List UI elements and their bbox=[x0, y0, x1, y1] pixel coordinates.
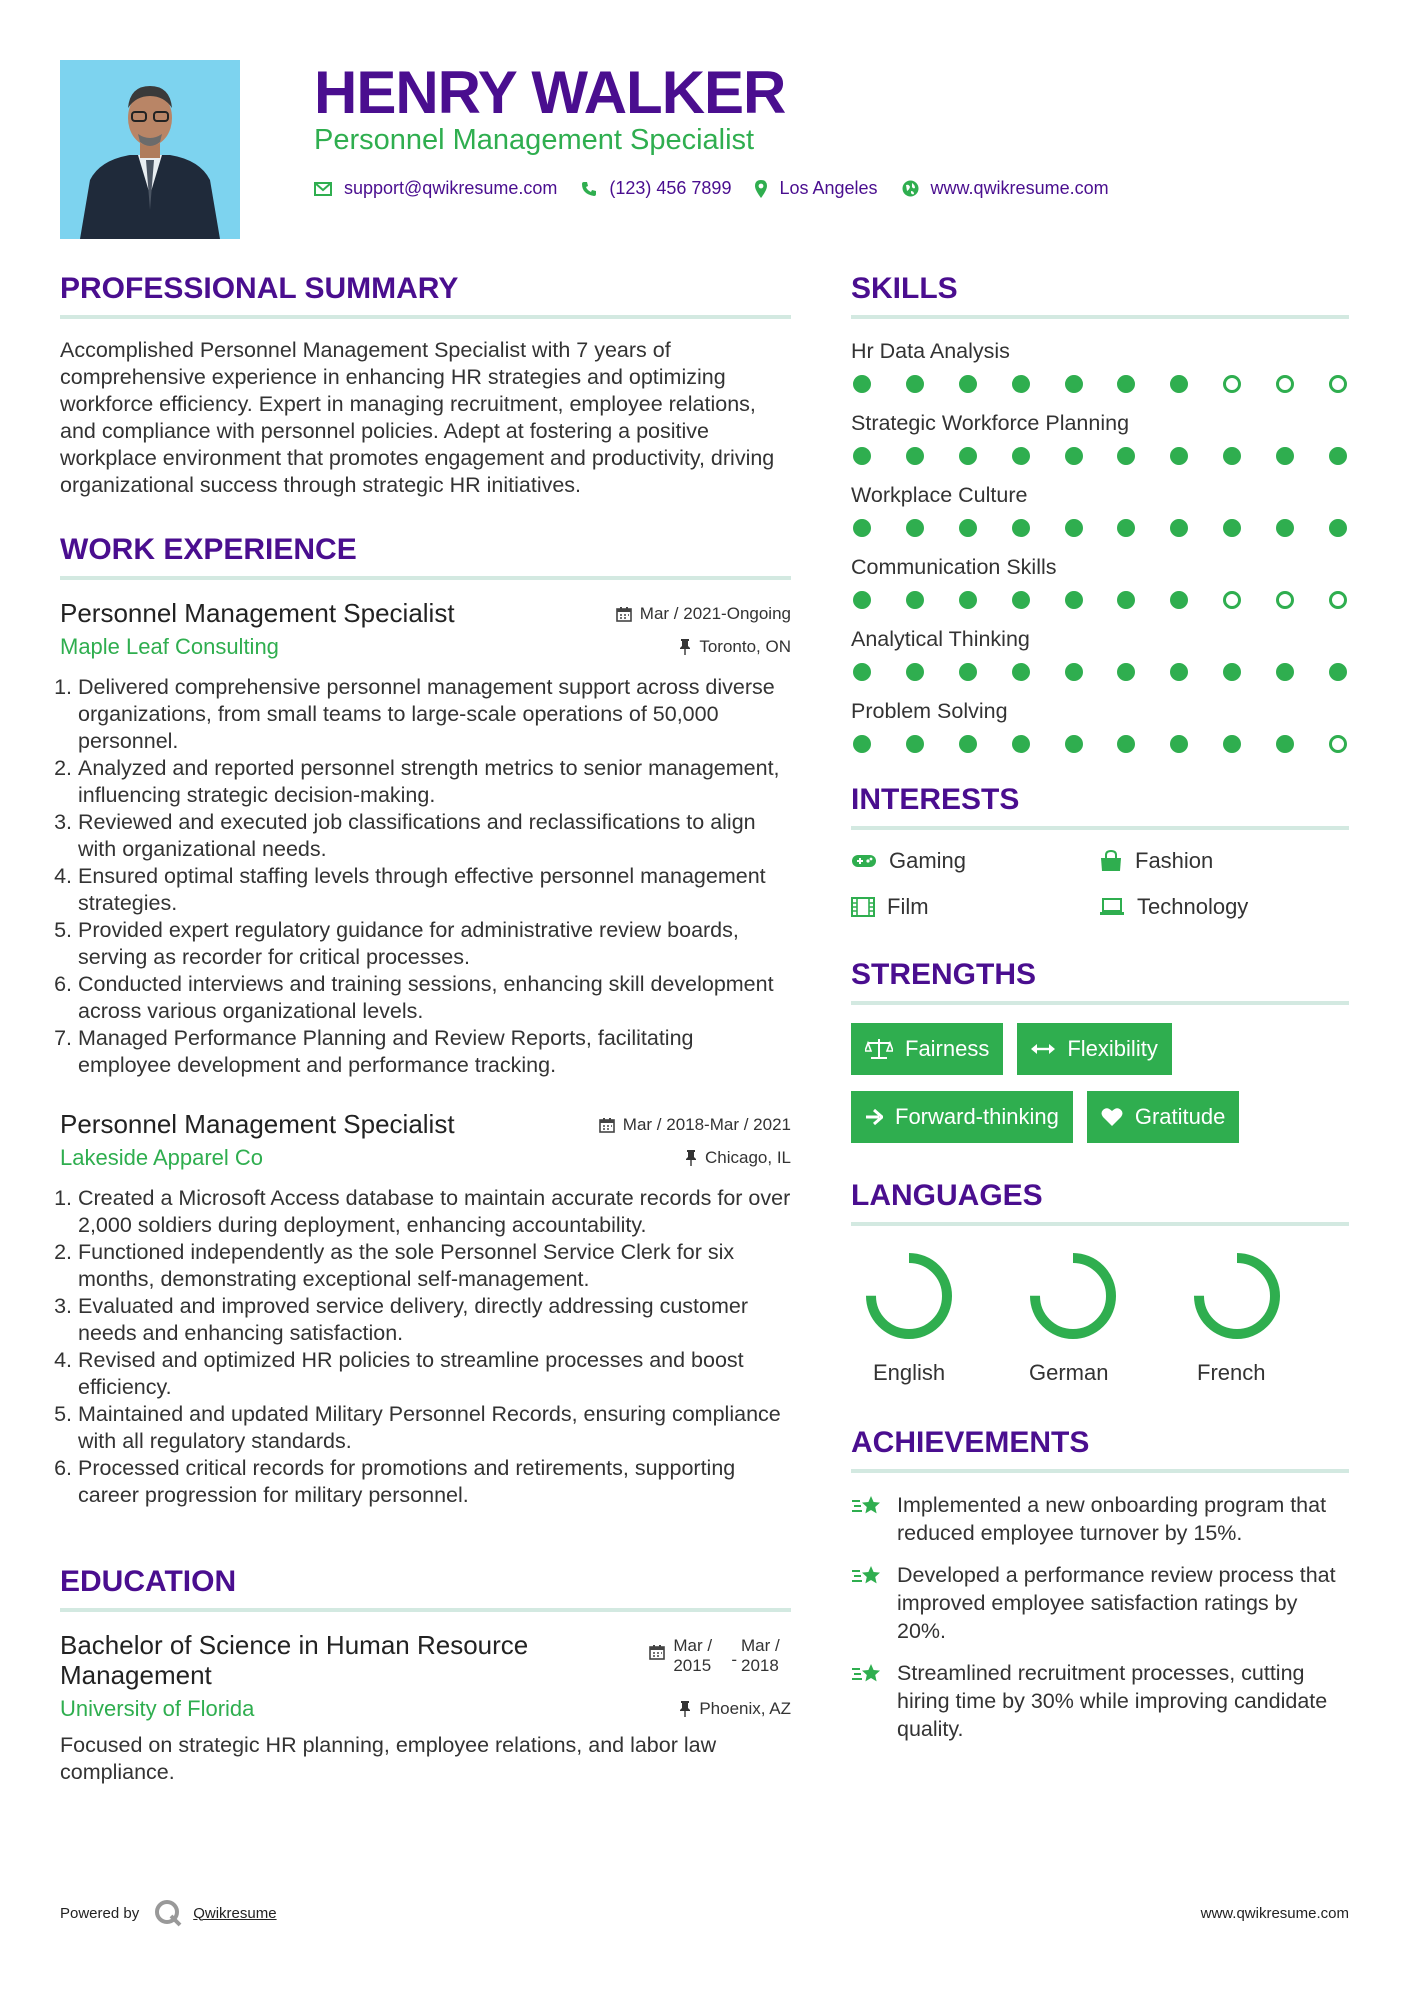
achievement-text: Developed a performance review process that improved employee satisfaction ratings by 20%. bbox=[897, 1563, 1336, 1643]
strength-label: Gratitude bbox=[1134, 1104, 1226, 1129]
language-progress-arc bbox=[1199, 1258, 1275, 1334]
job-bullet: 4. Ensured optimal staffing levels through effective personnel management strategies. bbox=[78, 863, 791, 917]
skill-dot-filled bbox=[1065, 519, 1083, 537]
balance-scale-icon bbox=[865, 1038, 893, 1060]
skill-dot-filled bbox=[1329, 519, 1347, 537]
contact-bar bbox=[314, 178, 1133, 199]
contact-location-text: Los Angeles bbox=[779, 178, 878, 198]
job-bullet: 2. Functioned independently as the sole Personnel Service Clerk for six months, demonstrating exceptional self-management. bbox=[78, 1239, 791, 1293]
globe-icon bbox=[902, 180, 919, 197]
summary-section bbox=[60, 272, 791, 499]
skill-dot-filled bbox=[1170, 447, 1188, 465]
strength-tag bbox=[1017, 1023, 1171, 1075]
interest-item bbox=[851, 848, 1099, 874]
profile-photo bbox=[60, 60, 240, 239]
achievement-item bbox=[851, 1491, 1349, 1547]
skill-dot-filled bbox=[959, 447, 977, 465]
laptop-icon bbox=[1099, 898, 1125, 916]
powered-by-label: Powered by bbox=[60, 1904, 140, 1922]
skill-item bbox=[851, 625, 1349, 681]
interests-section bbox=[851, 783, 1349, 920]
qwikresume-link[interactable]: Qwikresume bbox=[193, 1904, 277, 1922]
skills-list bbox=[851, 337, 1349, 753]
film-icon bbox=[851, 897, 875, 917]
language-progress-ring bbox=[863, 1250, 955, 1342]
heart-icon bbox=[1101, 1107, 1123, 1127]
skill-dot-filled bbox=[853, 591, 871, 609]
contact-email-text: support@qwikresume.com bbox=[344, 178, 558, 198]
skill-dot-filled bbox=[853, 735, 871, 753]
skill-dot-filled bbox=[1012, 519, 1030, 537]
school-name: University of Florida bbox=[60, 1696, 255, 1721]
skill-dot-filled bbox=[1117, 375, 1135, 393]
languages-list bbox=[851, 1244, 1349, 1386]
skill-dot-filled bbox=[1170, 519, 1188, 537]
job-bullet: 5. Provided expert regulatory guidance for administrative review boards, serving as recorder for critical processes. bbox=[78, 917, 791, 971]
achievements-section bbox=[851, 1426, 1349, 1743]
gamepad-icon bbox=[851, 853, 877, 869]
contact-location bbox=[755, 178, 877, 199]
job-bullet: 3. Reviewed and executed job classifications and reclassifications to align with organizational needs. bbox=[78, 809, 791, 863]
skill-dot-filled bbox=[1276, 519, 1294, 537]
skill-rating bbox=[851, 447, 1349, 465]
language-item bbox=[1015, 1244, 1179, 1386]
skill-dot-filled bbox=[906, 519, 924, 537]
skill-dot-filled bbox=[959, 591, 977, 609]
contact-website[interactable] bbox=[902, 178, 1109, 199]
calendar-icon bbox=[599, 1117, 615, 1133]
language-progress-arc bbox=[871, 1258, 947, 1334]
pushpin-icon bbox=[679, 1701, 691, 1717]
pushpin-icon bbox=[685, 1150, 697, 1166]
skill-dot-empty bbox=[1223, 375, 1241, 393]
calendar-icon bbox=[616, 606, 632, 622]
skill-dot-filled bbox=[1223, 519, 1241, 537]
strength-tag bbox=[851, 1091, 1073, 1143]
summary-text: Accomplished Personnel Management Specialist with 7 years of comprehensive experience in enhancing HR strategies and optimizing workforce efficiency. Expert in managing recruitment, employee relations, and compliance with personnel policies. Adept at fostering a positive workplace environment that promotes engagement and productivity, driving organizational success through strategic HR initiatives. bbox=[60, 338, 775, 497]
interest-item bbox=[1099, 894, 1349, 920]
language-item bbox=[1179, 1244, 1343, 1386]
skill-item bbox=[851, 697, 1349, 753]
job-bullet: 3. Evaluated and improved service delivery, directly addressing customer needs and enhancing satisfaction. bbox=[78, 1293, 791, 1347]
education-date bbox=[649, 1636, 791, 1676]
map-pin-icon bbox=[755, 180, 767, 198]
skill-dot-empty bbox=[1223, 591, 1241, 609]
job-bullet: 4. Revised and optimized HR policies to streamline processes and boost efficiency. bbox=[78, 1347, 791, 1401]
interests-heading: INTERESTS bbox=[851, 783, 1349, 830]
skill-item bbox=[851, 337, 1349, 393]
arrow-right-icon bbox=[865, 1108, 883, 1126]
shooting-star-icon bbox=[851, 1661, 883, 1687]
job-location-text: Chicago, IL bbox=[705, 1148, 791, 1167]
skill-rating bbox=[851, 375, 1349, 393]
job-bullet: 7. Managed Performance Planning and Review Reports, facilitating employee development and performance tracking. bbox=[78, 1025, 791, 1079]
skill-dot-filled bbox=[1117, 735, 1135, 753]
skill-dot-filled bbox=[1329, 663, 1347, 681]
envelope-icon bbox=[314, 182, 332, 196]
contact-email[interactable] bbox=[314, 178, 557, 199]
language-progress-arc bbox=[1035, 1258, 1111, 1334]
job-bullets bbox=[60, 1185, 791, 1509]
skill-dot-filled bbox=[1329, 447, 1347, 465]
education-heading: EDUCATION bbox=[60, 1565, 791, 1612]
skill-dot-filled bbox=[959, 735, 977, 753]
shopping-bag-icon bbox=[1099, 850, 1123, 872]
education-location-text: Phoenix, AZ bbox=[699, 1699, 791, 1718]
contact-website-text: www.qwikresume.com bbox=[930, 178, 1109, 198]
job-date-text: Mar / 2021-Ongoing bbox=[639, 604, 791, 623]
skills-heading: SKILLS bbox=[851, 272, 1349, 319]
language-progress-ring bbox=[1191, 1250, 1283, 1342]
skill-dot-filled bbox=[959, 375, 977, 393]
qwikresume-logo-icon bbox=[153, 1898, 183, 1928]
company-name: Maple Leaf Consulting bbox=[60, 634, 279, 659]
job-date bbox=[616, 604, 791, 624]
education-date-end: Mar / 2018 bbox=[741, 1636, 780, 1675]
skill-dot-filled bbox=[959, 519, 977, 537]
job-bullet: 5. Maintained and updated Military Personnel Records, ensuring compliance with all regulatory standards. bbox=[78, 1401, 791, 1455]
skill-dot-empty bbox=[1329, 735, 1347, 753]
education-description: Focused on strategic HR planning, employee relations, and labor law compliance. bbox=[60, 1733, 717, 1784]
job-date-text: Mar / 2018-Mar / 2021 bbox=[622, 1115, 791, 1134]
skill-dot-filled bbox=[1065, 591, 1083, 609]
experience-heading: WORK EXPERIENCE bbox=[60, 533, 791, 580]
skill-rating bbox=[851, 663, 1349, 681]
summary-heading: PROFESSIONAL SUMMARY bbox=[60, 272, 791, 319]
skill-dot-filled bbox=[853, 663, 871, 681]
job-entry bbox=[60, 598, 791, 1079]
arrows-horizontal-icon bbox=[1031, 1042, 1055, 1056]
skill-name: Problem Solving bbox=[851, 699, 1008, 723]
skill-dot-filled bbox=[853, 375, 871, 393]
skill-dot-filled bbox=[1065, 663, 1083, 681]
contact-phone-text: (123) 456 7899 bbox=[609, 178, 732, 198]
skill-dot-filled bbox=[906, 375, 924, 393]
skill-rating bbox=[851, 735, 1349, 753]
skill-dot-filled bbox=[1012, 375, 1030, 393]
job-title: Personnel Management Specialist bbox=[60, 598, 455, 628]
interest-item bbox=[851, 894, 1099, 920]
strengths-section bbox=[851, 958, 1349, 1143]
skill-dot-filled bbox=[1012, 447, 1030, 465]
achievements-heading: ACHIEVEMENTS bbox=[851, 1426, 1349, 1473]
footer-website[interactable]: www.qwikresume.com bbox=[1200, 1905, 1349, 1922]
skill-name: Communication Skills bbox=[851, 555, 1057, 579]
company-name: Lakeside Apparel Co bbox=[60, 1145, 264, 1170]
skill-dot-filled bbox=[906, 663, 924, 681]
job-bullet: 2. Analyzed and reported personnel strength metrics to senior management, influencing strategic decision-making. bbox=[78, 755, 791, 809]
shooting-star-icon bbox=[851, 1563, 883, 1589]
job-title: Personnel Management Specialist bbox=[60, 1109, 455, 1139]
job-date bbox=[599, 1115, 791, 1135]
skill-dot-filled bbox=[1170, 591, 1188, 609]
strength-tag bbox=[851, 1023, 1003, 1075]
skill-dot-filled bbox=[1012, 663, 1030, 681]
languages-heading: LANGUAGES bbox=[851, 1179, 1349, 1226]
skill-rating bbox=[851, 519, 1349, 537]
skill-dot-filled bbox=[1117, 663, 1135, 681]
job-location bbox=[685, 1148, 791, 1168]
interest-label: Film bbox=[887, 894, 929, 919]
skill-dot-filled bbox=[1012, 591, 1030, 609]
job-bullet: 1. Delivered comprehensive personnel management support across diverse organizations, from small teams to large-scale operations of 50,000 personnel. bbox=[78, 674, 791, 755]
skill-dot-filled bbox=[1223, 447, 1241, 465]
skill-dot-filled bbox=[1117, 519, 1135, 537]
job-location bbox=[679, 637, 791, 657]
skill-dot-filled bbox=[906, 447, 924, 465]
achievement-item bbox=[851, 1561, 1349, 1645]
pushpin-icon bbox=[679, 639, 691, 655]
education-section bbox=[60, 1565, 791, 1786]
calendar-icon bbox=[649, 1644, 665, 1660]
skill-name: Workplace Culture bbox=[851, 483, 1028, 507]
languages-section bbox=[851, 1179, 1349, 1386]
job-bullet: 1. Created a Microsoft Access database to maintain accurate records for over 2,000 soldiers during deployment, enhancing accountability. bbox=[78, 1185, 791, 1239]
right-column bbox=[851, 272, 1349, 1757]
strengths-heading: STRENGTHS bbox=[851, 958, 1349, 1005]
skill-dot-empty bbox=[1329, 591, 1347, 609]
language-item bbox=[851, 1244, 1015, 1386]
achievement-item bbox=[851, 1659, 1349, 1743]
skill-item bbox=[851, 481, 1349, 537]
job-location-text: Toronto, ON bbox=[699, 637, 791, 656]
left-column bbox=[60, 272, 791, 1786]
candidate-title: Personnel Management Specialist bbox=[314, 124, 755, 156]
skill-dot-filled bbox=[1012, 735, 1030, 753]
skill-dot-filled bbox=[1170, 663, 1188, 681]
achievement-text: Streamlined recruitment processes, cutting hiring time by 30% while improving candidate quality. bbox=[897, 1661, 1328, 1741]
skill-dot-filled bbox=[853, 519, 871, 537]
language-progress-ring bbox=[1027, 1250, 1119, 1342]
degree-title: Bachelor of Science in Human Resource Management bbox=[60, 1630, 529, 1690]
language-name: English bbox=[873, 1360, 946, 1385]
education-date-separator: - bbox=[731, 1650, 737, 1669]
skill-dot-filled bbox=[1117, 591, 1135, 609]
skill-dot-filled bbox=[1276, 735, 1294, 753]
interest-item bbox=[1099, 848, 1349, 874]
skill-dot-filled bbox=[1170, 375, 1188, 393]
education-location bbox=[679, 1699, 791, 1719]
skill-dot-empty bbox=[1276, 375, 1294, 393]
interest-label: Fashion bbox=[1135, 848, 1214, 873]
job-bullet: 6. Conducted interviews and training sessions, enhancing skill development across various organizational levels. bbox=[78, 971, 791, 1025]
skill-rating bbox=[851, 591, 1349, 609]
language-name: French bbox=[1197, 1360, 1266, 1385]
skill-dot-empty bbox=[1276, 591, 1294, 609]
skill-dot-filled bbox=[1223, 663, 1241, 681]
skill-item bbox=[851, 553, 1349, 609]
skill-dot-filled bbox=[1065, 447, 1083, 465]
skill-name: Hr Data Analysis bbox=[851, 339, 1010, 363]
skill-dot-filled bbox=[1117, 447, 1135, 465]
job-bullets bbox=[60, 674, 791, 1079]
education-date-start: Mar / 2015 bbox=[673, 1636, 713, 1675]
skill-dot-filled bbox=[959, 663, 977, 681]
experience-section bbox=[60, 533, 791, 1509]
strength-label: Flexibility bbox=[1067, 1036, 1158, 1061]
skill-name: Analytical Thinking bbox=[851, 627, 1030, 651]
job-entry bbox=[60, 1109, 791, 1509]
interest-label: Gaming bbox=[889, 848, 967, 873]
achievement-text: Implemented a new onboarding program that reduced employee turnover by 15%. bbox=[897, 1493, 1327, 1545]
skill-dot-filled bbox=[1276, 447, 1294, 465]
skill-dot-filled bbox=[1223, 735, 1241, 753]
job-bullet: 6. Processed critical records for promotions and retirements, supporting career progression for military personnel. bbox=[78, 1455, 791, 1509]
candidate-name: HENRY WALKER bbox=[314, 59, 786, 126]
skill-dot-filled bbox=[1276, 663, 1294, 681]
strength-tag bbox=[1087, 1091, 1240, 1143]
skill-item bbox=[851, 409, 1349, 465]
interest-label: Technology bbox=[1137, 894, 1249, 919]
phone-icon bbox=[581, 181, 597, 197]
language-name: German bbox=[1029, 1360, 1109, 1385]
skill-dot-filled bbox=[1065, 375, 1083, 393]
skill-dot-filled bbox=[906, 735, 924, 753]
skill-dot-empty bbox=[1329, 375, 1347, 393]
skill-dot-filled bbox=[853, 447, 871, 465]
contact-phone[interactable] bbox=[581, 178, 731, 199]
footer-powered-by bbox=[60, 1898, 277, 1928]
skills-section bbox=[851, 272, 1349, 753]
skill-dot-filled bbox=[1065, 735, 1083, 753]
strength-label: Fairness bbox=[905, 1036, 990, 1061]
skill-dot-filled bbox=[906, 591, 924, 609]
strength-label: Forward-thinking bbox=[895, 1104, 1059, 1129]
shooting-star-icon bbox=[851, 1493, 883, 1519]
skill-dot-filled bbox=[1170, 735, 1188, 753]
skill-name: Strategic Workforce Planning bbox=[851, 411, 1130, 435]
